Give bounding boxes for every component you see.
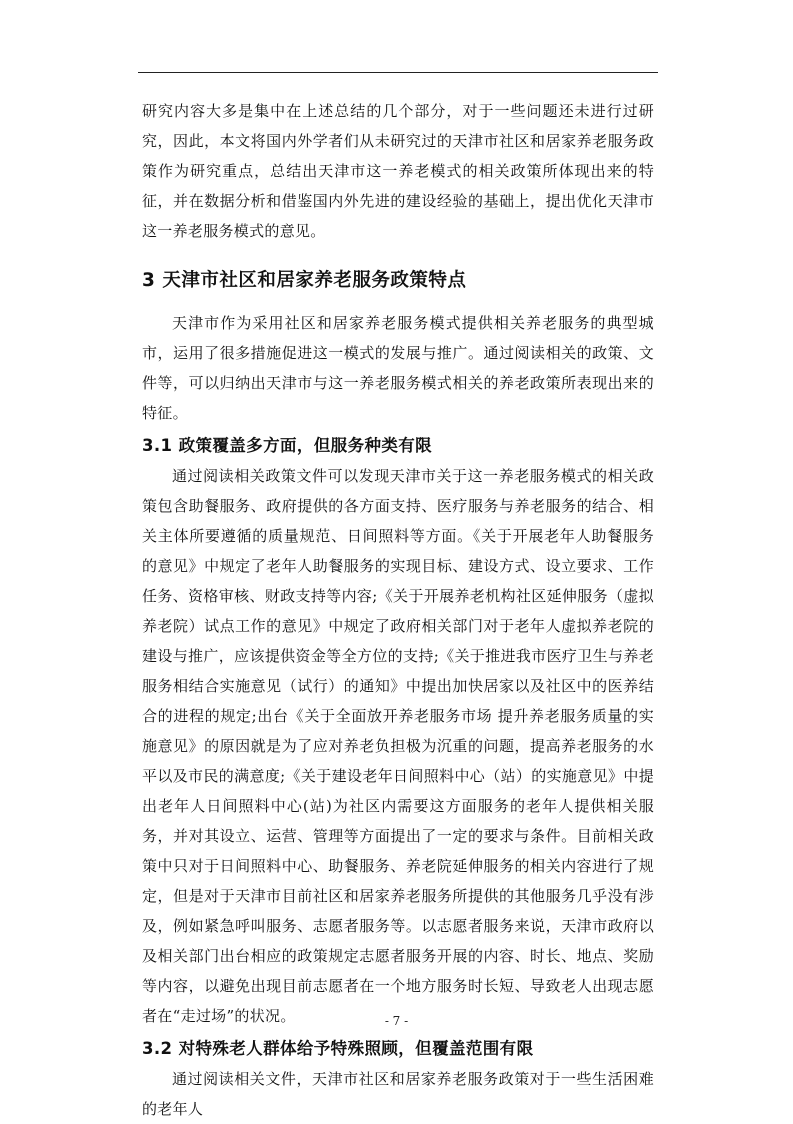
section-3-2-heading: 3.2 对特殊老人群体给予特殊照顾，但覆盖范围有限 [142, 1039, 534, 1058]
intro-paragraph: 研究内容大多是集中在上述总结的几个部分，对于一些问题还未进行过研究，因此，本文将国内外学者们从未研究过的天津市社区和居家养老服务政策作为研究重点，总结出天津市这一养老模式的相关政策所体现出来的特征，并在数据分析和借鉴国内外先进的建设经验的基础上，提出优化天津市这一养老服务模式的意见。 [142, 102, 654, 240]
page-content [142, 96, 654, 1124]
section-3-1-paragraph: 通过阅读相关政策文件可以发现天津市关于这一养老服务模式的相关政策包含助餐服务、政府提供的各方面支持、医疗服务与养老服务的结合、相关主体所要遵循的质量规范、日间照料等方面。《关于开展老年人助餐服务的意见》中规定了老年人助餐服务的实现目标、建设方式、设立要求、工作任务、资格审核、财政支持等内容;《关于开展养老机构社区延伸服务（虚拟养老院）试点工作的意见》中规定了政府相关部门对于老年人虚拟养老院的建设与推广，应该提供资金等全方位的支持;《关于推进我市医疗卫生与养老服务相结合实施意见（试行）的通知》中提出加快居家以及社区中的医养结合的进程的规定;出台《关于全面放开养老服务市场 提升养老服务质量的实施意见》的原因就是为了应对养老负担极为沉重的问题，提高养老服务的水平以及市民的满意度;《关于建设老年日间照料中心（站）的实施意见》中提出老年人日间照料中心(站)为社区内需要这方面服务的老年人提供相关服务，并对其设立、运营、管理等方面提出了一定的要求与条件。目前相关政策中只对于日间照料中心、助餐服务、养老院延伸服务的相关内容进行了规定，但是对于天津市目前社区和居家养老服务所提供的其他服务几乎没有涉及，例如紧急呼叫服务、志愿者服务等。以志愿者服务来说，天津市政府以及相关部门出台相应的政策规定志愿者服务开展的内容、时长、地点、奖励等内容，以避免出现目前志愿者在一个地方服务时长短、导致老人出现志愿者在“走过场”的状况。 [142, 467, 654, 1025]
section-3-2-paragraph: 通过阅读相关文件，天津市社区和居家养老服务政策对于一些生活困难的老年人 [142, 1070, 654, 1118]
section-3-heading: 3 天津市社区和居家养老服务政策特点 [142, 270, 467, 291]
section-3-1-heading: 3.1 政策覆盖多方面，但服务种类有限 [142, 436, 433, 455]
page-number: - 7 - [384, 1014, 409, 1028]
section-3-paragraph: 天津市作为采用社区和居家养老服务模式提供相关养老服务的典型城市，运用了很多措施促进这一模式的发展与推广。通过阅读相关的政策、文件等，可以归纳出天津市与这一养老服务模式相关的养老政策所表现出来的特征。 [142, 314, 654, 422]
header-rule [138, 72, 658, 73]
